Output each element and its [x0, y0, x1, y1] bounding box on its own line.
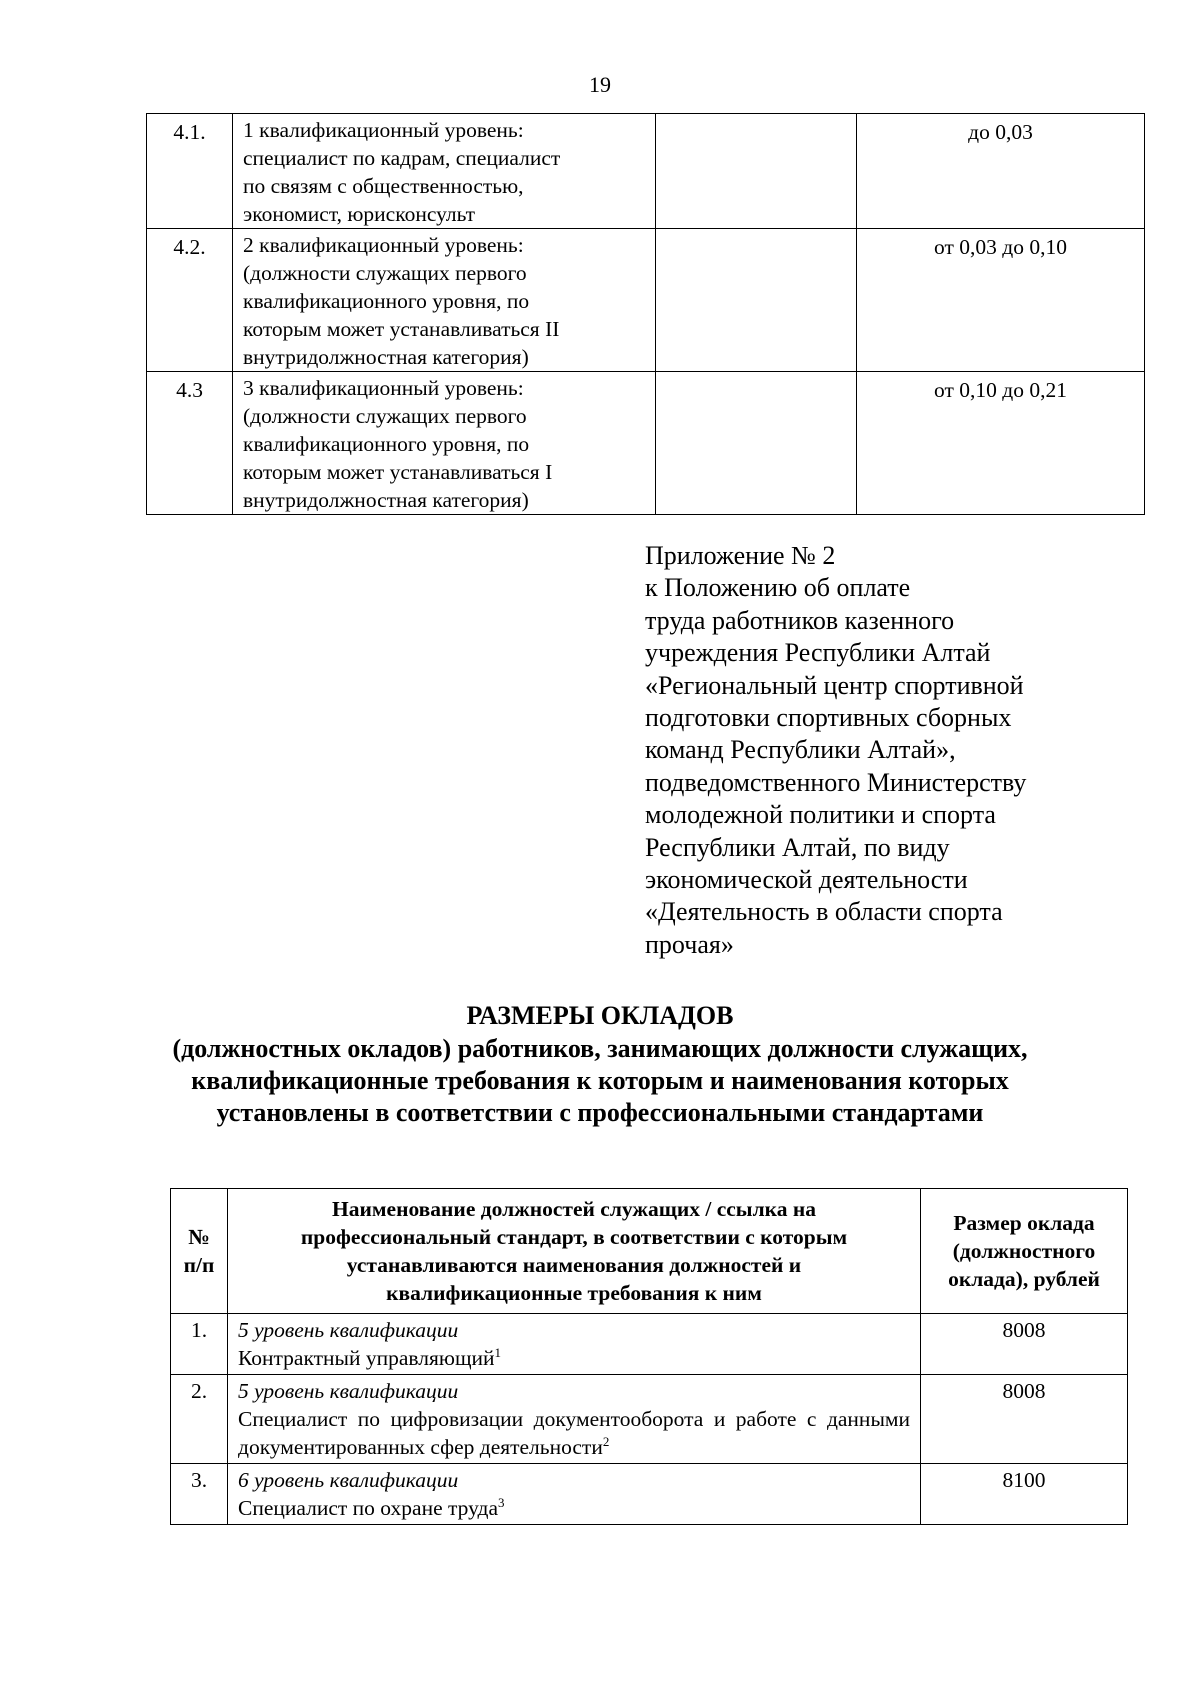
cell-line: 1 квалификационный уровень: — [243, 118, 524, 142]
subtitle-line: (должностных окладов) работников, занимающих должности служащих, — [172, 1034, 1028, 1063]
appendix-line: «Региональный центр спортивной — [645, 670, 1024, 700]
appendix-line: экономической деятельности — [645, 865, 968, 895]
cell-line: квалификационного уровня, по — [243, 432, 530, 456]
row-number: 4.2. — [147, 229, 233, 372]
cell-line: специалист по кадрам, специалист — [243, 146, 561, 170]
cell-line: которым может устанавливаться II — [243, 317, 560, 341]
cell-line: по связям с общественностью, — [243, 174, 524, 198]
cell-line: 3 квалификационный уровень: — [243, 376, 524, 400]
appendix-header — [645, 540, 1165, 961]
cell-line: (должности служащих первого — [243, 404, 527, 428]
salary-cell: 8008 — [921, 1314, 1128, 1375]
qualification-level-cell — [233, 229, 656, 372]
qualification-level: 5 уровень квалификации — [238, 1379, 459, 1403]
header-line: оклада), рублей — [948, 1267, 1100, 1291]
header-line: Размер оклада — [953, 1211, 1095, 1235]
footnote-ref: 3 — [498, 1494, 505, 1510]
empty-cell — [656, 229, 857, 372]
cell-line: экономист, юрисконсульт — [243, 202, 476, 226]
qualification-level-cell — [233, 372, 656, 515]
appendix-line: команд Республики Алтай», — [645, 735, 956, 765]
coefficient-cell: до 0,03 — [857, 114, 1145, 229]
footnote-ref: 1 — [494, 1344, 502, 1360]
qualification-level-cell — [233, 114, 656, 229]
position-text: Контрактный управляющий — [238, 1346, 495, 1370]
salary-cell: 8008 — [921, 1375, 1128, 1464]
header-line: квалификационные требования к ним — [386, 1281, 762, 1305]
table-header-row — [171, 1189, 1128, 1314]
table-row — [147, 114, 1145, 229]
table-row — [147, 372, 1145, 515]
position-name — [238, 1494, 910, 1522]
position-cell — [228, 1314, 921, 1375]
header-line: профессиональный стандарт, в соответствии с которым — [300, 1225, 848, 1249]
header-salary — [921, 1189, 1128, 1314]
qualification-coefficients-table — [146, 113, 1145, 515]
page-number: 19 — [589, 72, 611, 97]
header-line: устанавливаются наименования должностей и — [346, 1253, 802, 1277]
appendix-line: «Деятельность в области спорта — [645, 897, 1003, 927]
row-number: 3. — [171, 1464, 228, 1525]
table-row — [171, 1464, 1128, 1525]
cell-line: внутридолжностная категория) — [243, 345, 529, 369]
position-name — [238, 1344, 910, 1372]
coefficient-cell: от 0,10 до 0,21 — [857, 372, 1145, 515]
qualification-level: 6 уровень квалификации — [238, 1468, 459, 1492]
document-subtitle — [0, 1033, 1200, 1129]
appendix-line: учреждения Республики Алтай — [645, 638, 991, 668]
cell-line: квалификационного уровня, по — [243, 289, 530, 313]
qualification-level: 5 уровень квалификации — [238, 1318, 459, 1342]
table-row — [147, 229, 1145, 372]
subtitle-line: квалификационные требования к которым и наименования которых — [191, 1066, 1009, 1095]
position-name — [238, 1405, 910, 1461]
coefficient-cell: от 0,03 до 0,10 — [857, 229, 1145, 372]
appendix-line: труда работников казенного — [645, 605, 955, 635]
position-cell — [228, 1464, 921, 1525]
header-line: Наименование должностей служащих / ссылка на — [332, 1197, 816, 1221]
position-text: Специалист по охране труда — [238, 1496, 498, 1520]
empty-cell — [656, 114, 857, 229]
header-number — [171, 1189, 228, 1314]
cell-line: которым может устанавливаться I — [243, 460, 553, 484]
table-row — [171, 1375, 1128, 1464]
appendix-line: Республики Алтай, по виду — [645, 832, 950, 862]
appendix-line: подведомственного Министерству — [645, 767, 1027, 797]
appendix-line: молодежной политики и спорта — [645, 800, 996, 830]
salary-table — [170, 1188, 1128, 1525]
table-row — [171, 1314, 1128, 1375]
salary-cell: 8100 — [921, 1464, 1128, 1525]
position-text: Специалист по цифровизации документооборота и работе с данными документированных сфер деятельности — [238, 1407, 910, 1459]
row-number: 4.3 — [147, 372, 233, 515]
appendix-line: прочая» — [645, 929, 734, 959]
header-line: п/п — [183, 1253, 215, 1277]
row-number: 2. — [171, 1375, 228, 1464]
subtitle-line: установлены в соответствии с профессиональными стандартами — [216, 1098, 984, 1127]
cell-line: (должности служащих первого — [243, 261, 527, 285]
appendix-line: Приложение № 2 — [645, 541, 836, 570]
footnote-ref: 2 — [602, 1433, 610, 1449]
document-title: РАЗМЕРЫ ОКЛАДОВ — [466, 1001, 734, 1030]
appendix-line: к Положению об оплате — [645, 573, 911, 603]
empty-cell — [656, 372, 857, 515]
position-cell — [228, 1375, 921, 1464]
row-number: 4.1. — [147, 114, 233, 229]
header-position-name — [228, 1189, 921, 1314]
row-number: 1. — [171, 1314, 228, 1375]
cell-line: 2 квалификационный уровень: — [243, 233, 524, 257]
appendix-line: подготовки спортивных сборных — [645, 703, 1012, 733]
header-line: № — [188, 1225, 210, 1249]
cell-line: внутридолжностная категория) — [243, 488, 529, 512]
header-line: (должностного — [952, 1239, 1096, 1263]
